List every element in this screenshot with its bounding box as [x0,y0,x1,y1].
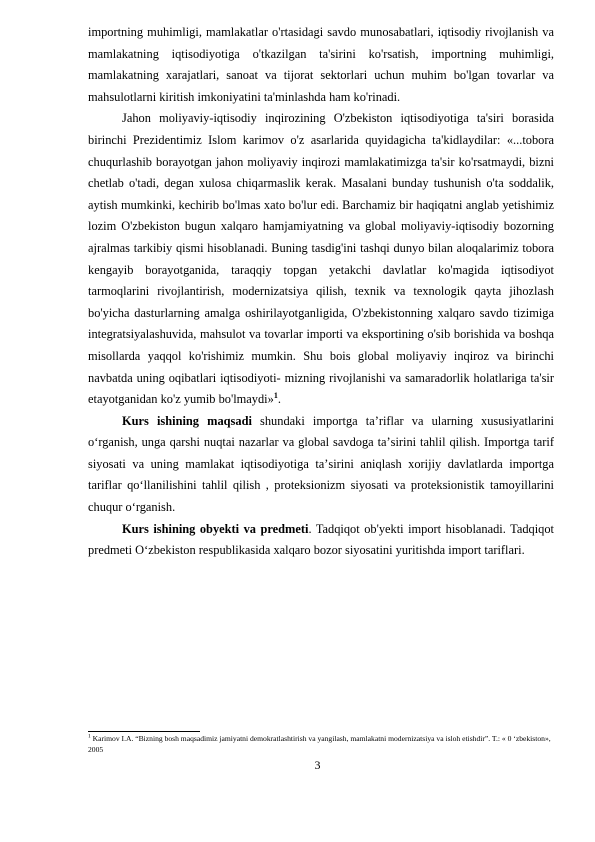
footnote-reference[interactable]: 1 [273,390,278,400]
page-number: 3 [314,758,321,772]
paragraph-2-end: . [277,392,281,407]
object-subject-heading: Kurs ishining obyekti va predmeti [122,521,309,536]
body-text [88,22,554,562]
paragraph-2-text: Jahon moliyaviy-iqtisodiy inqirozining O'zbekiston iqtisodiyotiga ta'siri borasida birinchi Prezidentimiz Islom karimov o'z asarlarida quyidagicha ta'kidlaydilar: «...tobora chuqurlashib borayotgan jahon moliyaviy inqirozi mamlakatimizga ta'sir ko'rsatmaydi, bizni chetlab o'tadi, degan xulosa chiqarmaslik kerak. Masalani bunday tushunish o'ta soddalik, aytish mumkinki, kechirib bo'lmas xato bo'lur edi. Barchamiz bir haqiqatni anglab yetishimiz lozim O'zbekiston bugun xalqaro hamjamiyatning va global moliyaviy-iqtisodiy bozorning ajralmas tarkibiy qismi hisoblanadi. Buning tasdig'ini tashqi dunyo bilan aloqalarimiz tobora kengayib borayotganida, taraqqiy topgan yetakchi davlatlar ko'magida iqtisodiyot tarmoqlarini rivojlantirish, modernizatsiya qilish, texnik va texnologik qayta jihozlash bo'yicha dasturlarning amalga oshirilayotganligida, O'zbekistonning xalqaro savdo tizimiga integratsiyalashuvida, mahsulot va tovarlar importi va eksportining o'sib borishida va boshqa misollarda yaqqol ko'rishimiz mumkin. Shu bois global moliyaviy inqiroz va birinchi navbatda uning oqibatlari iqtisodiyoti- mizning rivojlanishi va samaradorlik holatlariga ta'sir etayotganidan ko'z yumib bo'lmaydi» [88,111,554,407]
course-goal-heading: Kurs ishining maqsadi [122,413,252,428]
footnote-mark: 1 [88,733,91,740]
object-subject-text: . Tadqiqot ob'yekti import hisoblanadi. Tadqiqot predmeti Oʻzbekiston respublikasida xalqaro bozor siyosatini yuritishda import tariflari. [88,521,554,558]
footnote-divider [88,731,200,732]
footnote-text: Karimov I.A. “Bizning bosh maqsadimiz jamiyatni demokratlashtirish va yangilash, mamlakatni modernizatsiya va isloh etishdir”. T.: « 0 ‘zbekiston», 2005 [88,734,551,754]
paragraph-intro-continuation [88,22,554,108]
course-goal-text: shundaki importga taʼriflar va ularning xususiyatlarini oʻrganish, unga qarshi nuqtai nazarlar va global savdoga taʼsirini tahlil qilish. Importga tarif siyosati va uning mamlakat iqtisodiyotiga taʼsirini aniqlash xorijiy davlatlarda importga tariflar qoʻllanilishini tahlil qilish , proteksionizm siyosati va proteksionistik tamoyillarini chuqur oʻrganish. [88,413,554,515]
footnote [88,734,558,755]
paragraph-course-goal [88,411,554,519]
paragraph-object-subject [88,519,554,562]
paragraph-1-text: importning muhimligi, mamlakatlar o'rtasidagi savdo munosabatlari, iqtisodiy rivojlanish va mamlakatning iqtisodiyotiga o'tkazilgan ta'sirini ko'rsatish, importning muhimligi, mamlakatning xarajatlari, sanoat va tijorat sektorlari uchun muhim bo'lgan tovarlar va mahsulotlarni kiritish imkoniyatini ta'minlashda ham ko'rinadi. [88,25,554,104]
paragraph-karimov-quote [88,108,554,410]
